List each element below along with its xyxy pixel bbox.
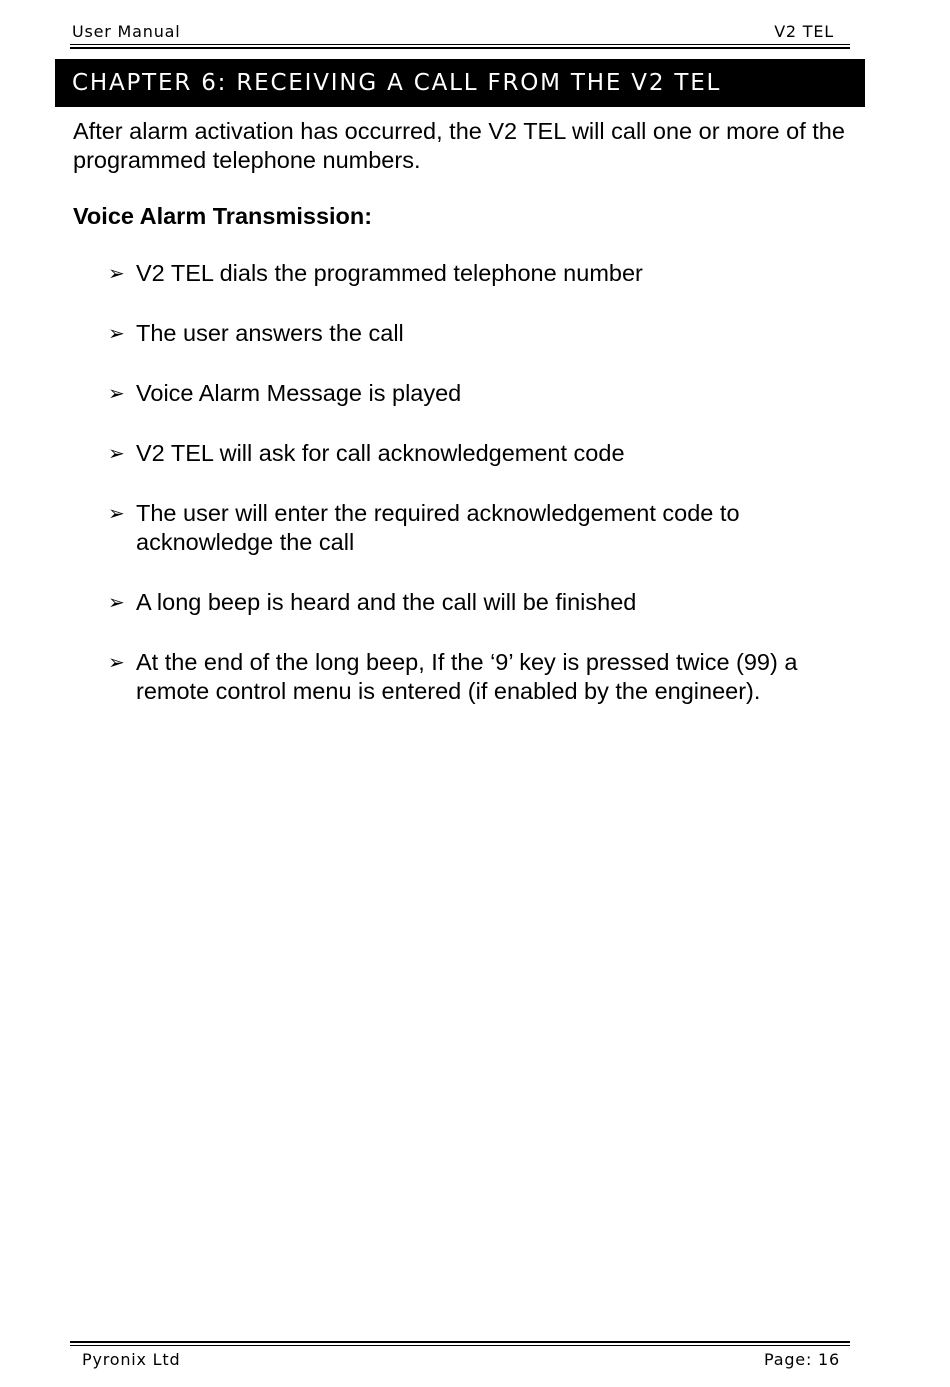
intro-paragraph: After alarm activation has occurred, the V2 TEL will call one or more of the programmed telephone numbers.	[73, 118, 845, 173]
header-left: User Manual	[72, 22, 181, 41]
list-item	[108, 588, 848, 617]
header-right: V2 TEL	[774, 22, 834, 41]
list-item	[108, 439, 848, 468]
list-item	[108, 499, 848, 557]
footer-rule-top	[70, 1341, 850, 1343]
list-item-text: The user answers the call	[136, 320, 404, 346]
arrowhead-icon: ➢	[108, 381, 125, 405]
list-item	[108, 379, 848, 408]
arrowhead-icon: ➢	[108, 590, 125, 614]
list-item-text: At the end of the long beep, If the ‘9’ key is pressed twice (99) a remote control menu is entered (if enabled by the engineer).	[136, 649, 798, 704]
list-item-text: V2 TEL will ask for call acknowledgement code	[136, 440, 625, 466]
arrowhead-icon: ➢	[108, 261, 125, 285]
footer-left: Pyronix Ltd	[82, 1350, 181, 1369]
list-item	[108, 648, 848, 706]
arrowhead-icon: ➢	[108, 441, 125, 465]
list-item-text: A long beep is heard and the call will be finished	[136, 589, 637, 615]
arrowhead-icon: ➢	[108, 321, 125, 345]
list-item-text: V2 TEL dials the programmed telephone number	[136, 260, 643, 286]
page-number: Page: 16	[764, 1350, 840, 1369]
list-item-text: The user will enter the required acknowledgement code to acknowledge the call	[136, 500, 740, 555]
list-item-text: Voice Alarm Message is played	[136, 380, 462, 406]
footer-rule-bottom	[70, 1345, 850, 1346]
list-item	[108, 319, 848, 348]
header-rule-top	[70, 44, 850, 45]
header-rule-bottom	[70, 47, 850, 49]
chapter-title: CHAPTER 6: RECEIVING A CALL FROM THE V2 TEL	[55, 59, 865, 107]
list-item	[108, 259, 848, 288]
section-heading: Voice Alarm Transmission:	[73, 203, 373, 229]
arrowhead-icon: ➢	[108, 650, 125, 674]
arrowhead-icon: ➢	[108, 501, 125, 525]
